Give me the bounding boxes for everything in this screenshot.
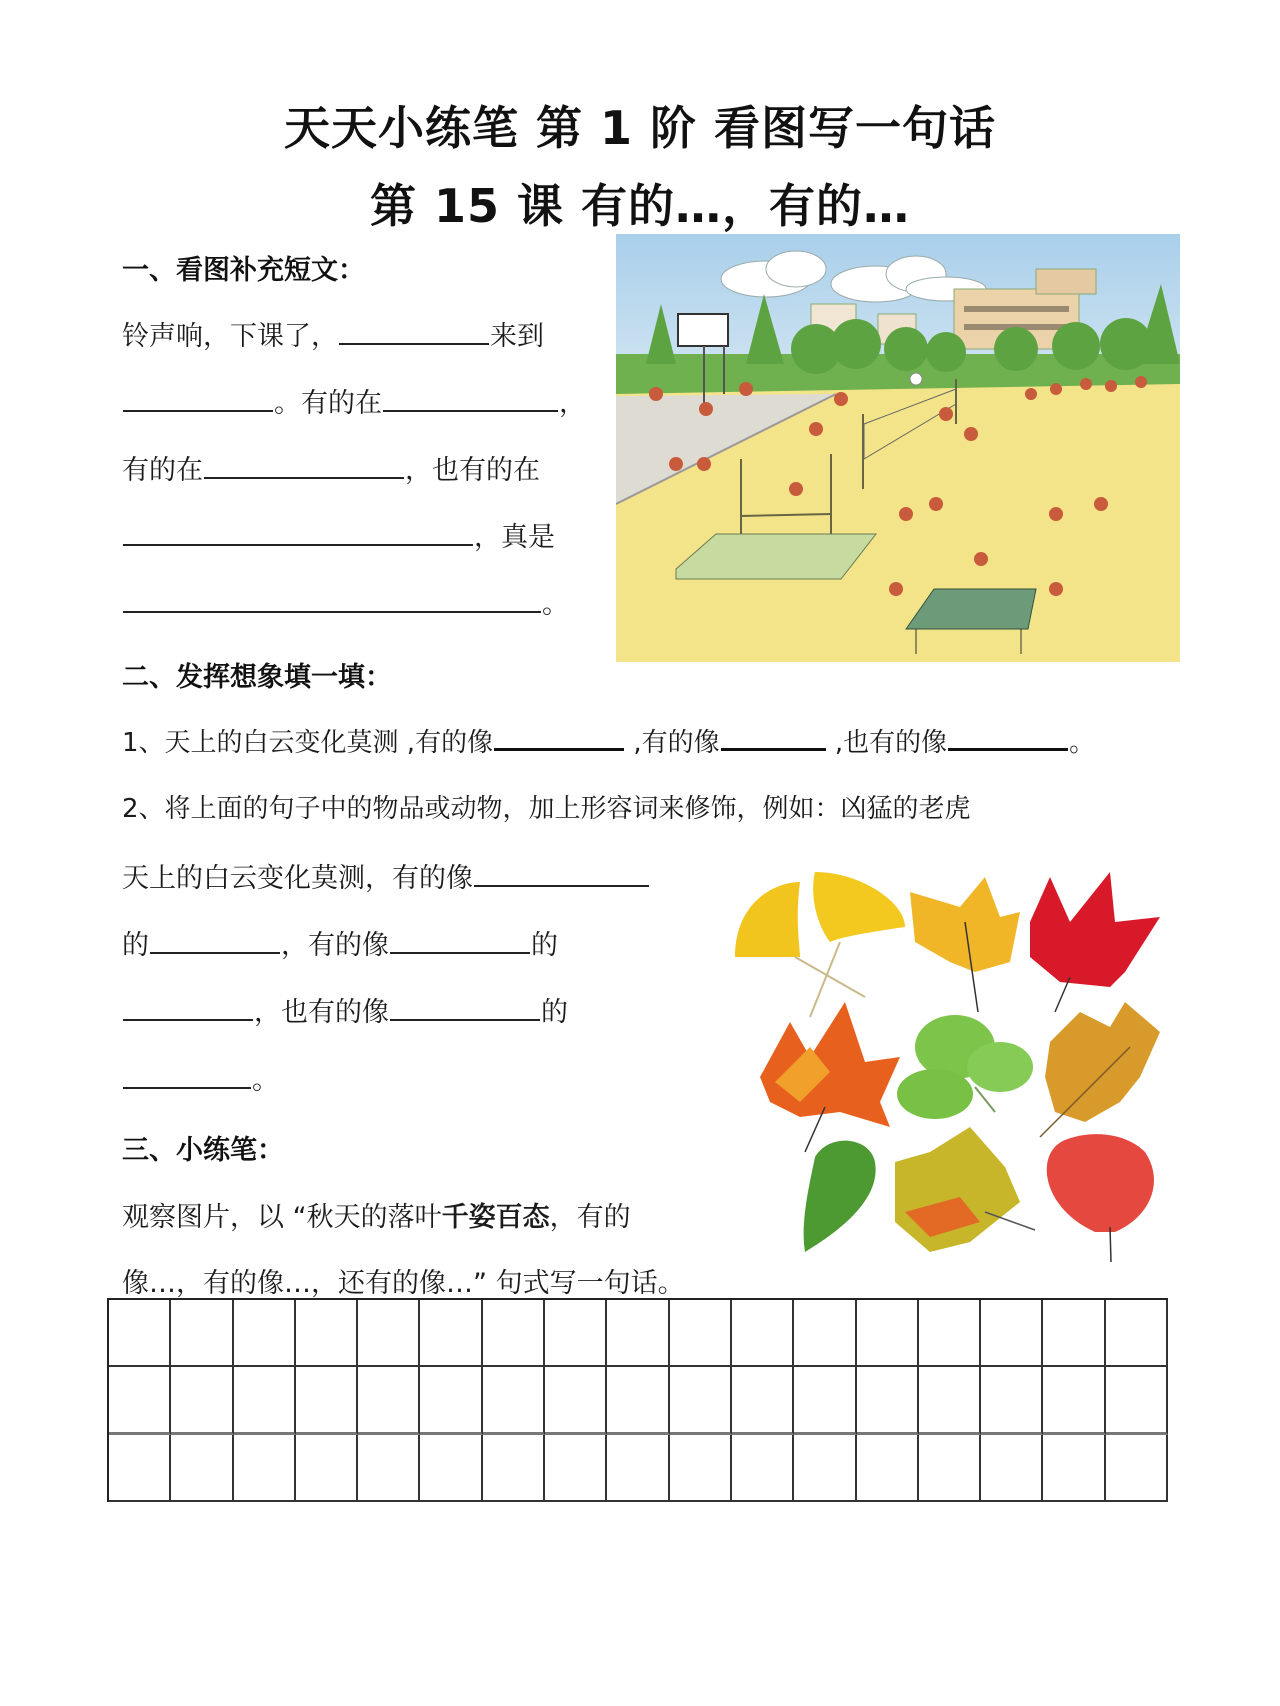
writing-cell[interactable] (420, 1367, 482, 1434)
section3-instruction-line-2: 像…，有的像…，还有的像…” 句式写一句话。 (122, 1268, 685, 1299)
section3-instruction-line-1 (122, 1195, 631, 1234)
writing-cell[interactable] (296, 1367, 358, 1434)
writing-cell[interactable] (732, 1300, 794, 1367)
fill-blank[interactable] (948, 722, 1068, 751)
text: 1、天上的白云变化莫测 ,有的像 (122, 728, 494, 758)
section1-line-3 (122, 448, 540, 487)
writing-cell[interactable] (234, 1435, 296, 1502)
text: ，真是 (474, 522, 555, 553)
text: ，有的 (549, 1202, 631, 1233)
fill-blank[interactable] (474, 859, 649, 887)
writing-cell[interactable] (981, 1435, 1043, 1502)
text: ,有的像 (625, 728, 720, 758)
fill-blank[interactable] (390, 993, 540, 1021)
text: 铃声响，下课了， (122, 321, 338, 352)
section2-fill-line-4 (122, 1058, 279, 1097)
text: ，有的像 (281, 930, 389, 961)
writing-cell[interactable] (794, 1435, 856, 1502)
writing-cell[interactable] (483, 1300, 545, 1367)
section1-line-2 (122, 381, 586, 420)
section1-line-1 (122, 314, 544, 353)
text: 的 (541, 997, 568, 1028)
section2-item-1 (122, 722, 1095, 759)
fill-blank[interactable] (123, 384, 273, 412)
fill-blank[interactable] (390, 926, 530, 954)
writing-cell[interactable] (857, 1300, 919, 1367)
writing-cell[interactable] (483, 1367, 545, 1434)
text: 观察图片，以 “秋天的落叶 (122, 1202, 442, 1233)
section2-item-2: 2、将上面的句子中的物品或动物，加上形容词来修饰，例如：凶猛的老虎 (122, 794, 971, 824)
writing-cell[interactable] (857, 1435, 919, 1502)
writing-cell[interactable] (607, 1300, 669, 1367)
writing-cell[interactable] (670, 1435, 732, 1502)
text: 的 (122, 930, 149, 961)
writing-cell[interactable] (358, 1300, 420, 1367)
text: 。有的在 (274, 388, 382, 419)
section1-line-5 (122, 582, 569, 621)
writing-cell[interactable] (794, 1300, 856, 1367)
writing-cell[interactable] (296, 1300, 358, 1367)
text: 。 (542, 589, 569, 620)
section2-fill-line-1 (122, 856, 650, 895)
writing-cell[interactable] (296, 1435, 358, 1502)
section1-heading: 一、看图补充短文： (122, 255, 365, 286)
text: ，也有的在 (405, 455, 540, 486)
fill-blank[interactable] (204, 451, 404, 479)
writing-cell[interactable] (234, 1300, 296, 1367)
writing-cell[interactable] (545, 1300, 607, 1367)
section2-heading: 二、发挥想象填一填： (122, 662, 392, 693)
writing-cell[interactable] (171, 1367, 233, 1434)
writing-cell[interactable] (670, 1367, 732, 1434)
text: ,也有的像 (826, 728, 948, 758)
section2-fill-line-3 (122, 990, 568, 1029)
fill-blank[interactable] (339, 317, 489, 345)
section2-fill-line-2 (122, 923, 558, 962)
writing-cell[interactable] (794, 1367, 856, 1434)
writing-cell[interactable] (109, 1367, 171, 1434)
worksheet-title: 天天小练笔 第 1 阶 看图写一句话 (283, 101, 997, 155)
text: 。 (1069, 728, 1096, 758)
text: 。 (252, 1065, 279, 1096)
writing-cell[interactable] (420, 1435, 482, 1502)
writing-cell[interactable] (1106, 1367, 1168, 1434)
fill-blank[interactable] (123, 1061, 251, 1089)
writing-cell[interactable] (358, 1435, 420, 1502)
writing-cell[interactable] (732, 1435, 794, 1502)
fill-blank[interactable] (721, 722, 826, 751)
writing-cell[interactable] (1043, 1435, 1105, 1502)
fill-blank[interactable] (494, 722, 624, 751)
text: 的 (531, 930, 558, 961)
writing-cell[interactable] (109, 1300, 171, 1367)
fill-blank[interactable] (123, 518, 473, 546)
writing-cell[interactable] (358, 1367, 420, 1434)
writing-cell[interactable] (732, 1367, 794, 1434)
fill-blank[interactable] (383, 384, 558, 412)
fill-blank[interactable] (150, 926, 280, 954)
writing-cell[interactable] (234, 1367, 296, 1434)
writing-cell[interactable] (670, 1300, 732, 1367)
writing-cell[interactable] (420, 1300, 482, 1367)
writing-cell[interactable] (171, 1300, 233, 1367)
writing-cell[interactable] (919, 1435, 981, 1502)
section1-line-4 (122, 515, 555, 554)
writing-cell[interactable] (607, 1367, 669, 1434)
lesson-title: 第 15 课 有的…，有的… (369, 179, 911, 233)
writing-cell[interactable] (1043, 1367, 1105, 1434)
writing-cell[interactable] (919, 1300, 981, 1367)
autumn-leaves-photo (730, 862, 1200, 1282)
text: ，也有的像 (254, 997, 389, 1028)
writing-cell[interactable] (483, 1435, 545, 1502)
writing-cell[interactable] (607, 1435, 669, 1502)
writing-cell[interactable] (981, 1300, 1043, 1367)
emphasis-text: 千姿百态 (441, 1202, 550, 1233)
text: 来到 (490, 321, 544, 352)
writing-cell[interactable] (1106, 1300, 1168, 1367)
text: 有的在 (122, 455, 203, 486)
writing-cell[interactable] (981, 1367, 1043, 1434)
writing-cell[interactable] (1106, 1435, 1168, 1502)
writing-cell[interactable] (545, 1435, 607, 1502)
writing-cell[interactable] (857, 1367, 919, 1434)
text: 天上的白云变化莫测，有的像 (122, 863, 473, 894)
writing-cell[interactable] (109, 1435, 171, 1502)
writing-cell[interactable] (545, 1367, 607, 1434)
fill-blank[interactable] (123, 993, 253, 1021)
fill-blank[interactable] (123, 585, 541, 613)
writing-grid (107, 1298, 1168, 1502)
writing-cell[interactable] (171, 1435, 233, 1502)
school-playground-illustration (616, 234, 1180, 662)
writing-cell[interactable] (919, 1367, 981, 1434)
writing-cell[interactable] (1043, 1300, 1105, 1367)
section3-heading: 三、小练笔： (122, 1135, 284, 1166)
text: ， (559, 388, 586, 419)
